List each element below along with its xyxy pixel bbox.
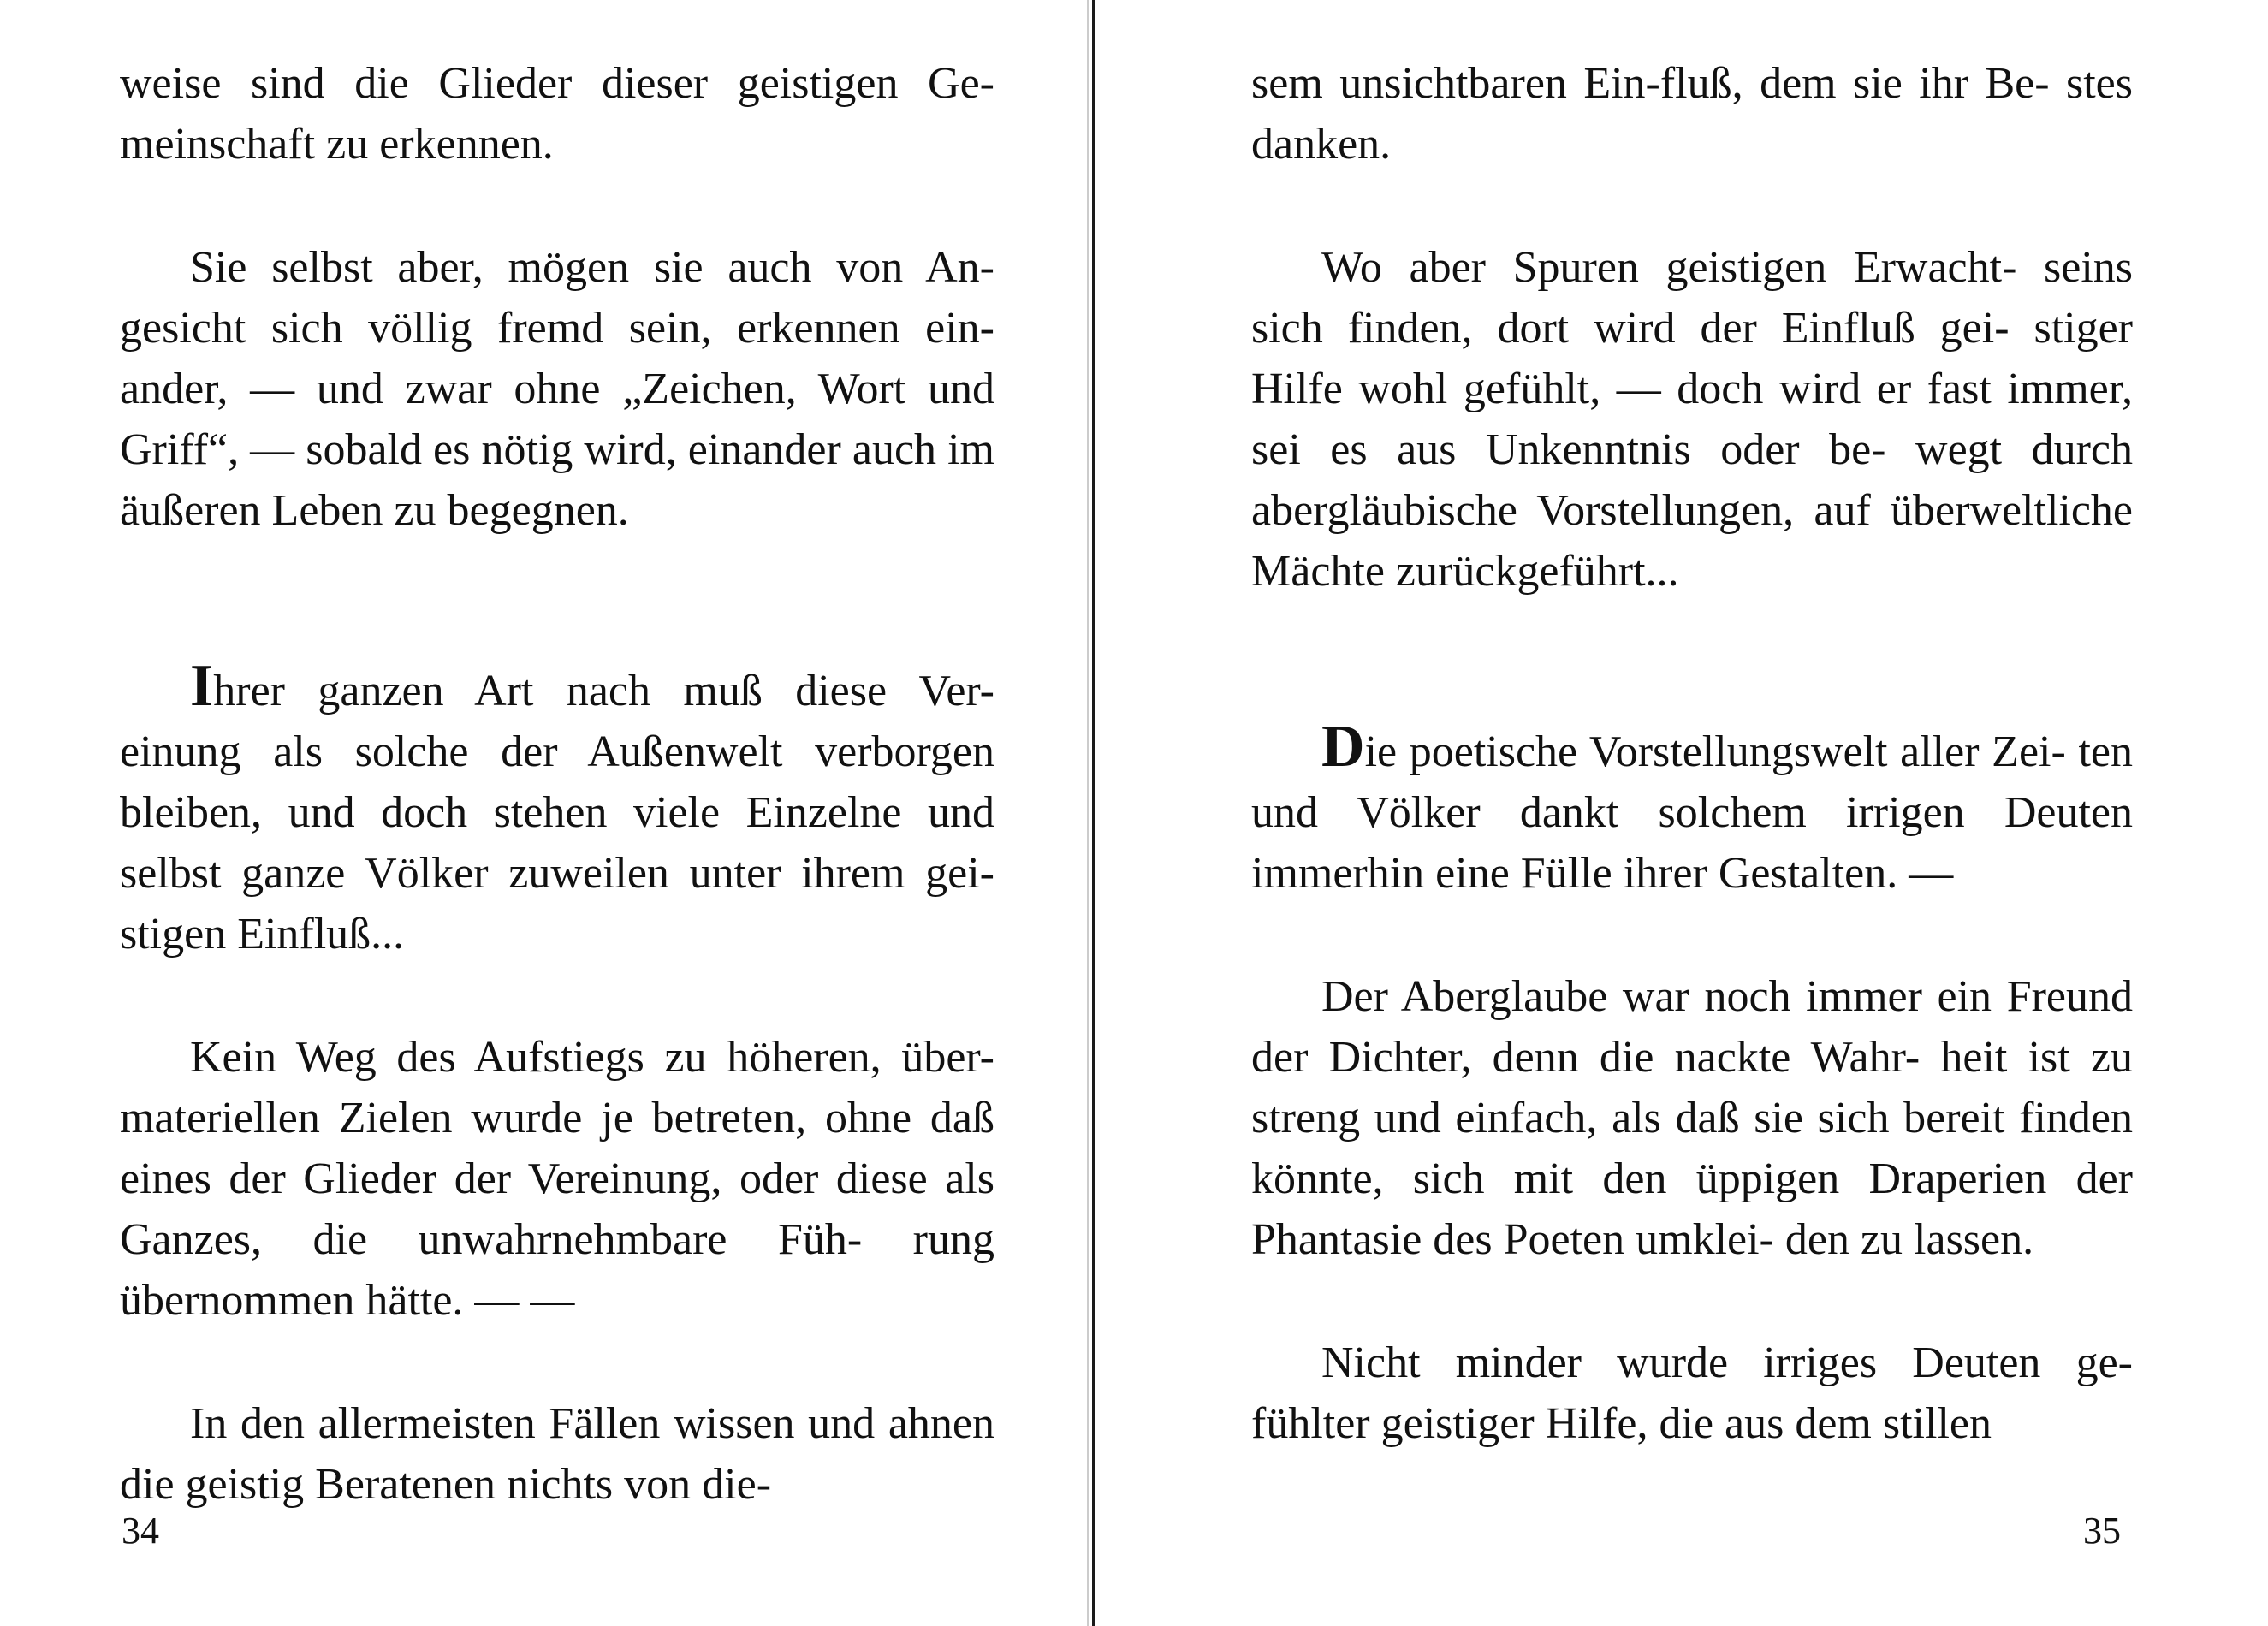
text-line: fast immer, sei es aus Unkenntnis oder be- (1251, 365, 2133, 474)
text-line: seins sich finden, dort wird der Einfluß gei- (1251, 243, 2134, 353)
text-line: Nicht minder wurde irriges Deuten ge- (1321, 1338, 2133, 1387)
text-line: heit ist zu streng und einfach, als daß sie sich (1251, 1033, 2133, 1142)
text-line: selbst ganze Völker zuweilen unter ihrem gei- (120, 849, 994, 898)
text-line: immerhin eine Fülle ihrer Gestalten. — (1251, 849, 1954, 898)
text-line: stigen Einfluß... (120, 910, 405, 958)
right-page (1104, 0, 2268, 1626)
left-text-block (120, 53, 994, 1515)
text-line: ander, — und zwar ohne „Zeichen, Wort (120, 365, 906, 413)
text-line: Wo aber Spuren geistigen Erwacht- (1321, 243, 2017, 292)
text-line: hrer ganzen Art nach muß diese Ver- (213, 667, 994, 715)
text-line: und Griff“, — sobald es nötig wird, einander (120, 365, 994, 474)
text-line: Draperien der Phantasie des Poeten umklei- (1251, 1154, 2133, 1264)
left-page (0, 0, 1095, 1626)
text-line: Freund der Dichter, denn die nackte Wahr- (1251, 972, 2134, 1082)
book-gutter (1085, 0, 1101, 1626)
gutter-line (1092, 0, 1095, 1626)
text-line: Sie selbst aber, mögen sie auch von An- (190, 243, 994, 292)
paragraph-with-initial (120, 653, 994, 964)
paragraph (120, 237, 994, 541)
paragraph (1251, 966, 2133, 1270)
text-line: daß eines der Glieder der Vereinung, oder (120, 1094, 995, 1203)
text-line: stiger Hilfe wohl gefühlt, — doch wird er (1251, 304, 2133, 413)
text-line: Kein Weg des Aufstiegs zu höheren, über- (190, 1033, 994, 1082)
paragraph (1251, 1332, 2133, 1454)
text-line: bereit finden könnte, sich mit den üppigen (1251, 1094, 2134, 1203)
text-line: ahnen die geistig Beratenen nichts von die- (120, 1399, 994, 1509)
text-line: rung übernommen hätte. — — (120, 1215, 994, 1325)
text-line: weise sind die Glieder dieser geistigen Ge- (120, 59, 994, 108)
paragraph (120, 1027, 994, 1331)
page-number: 34 (122, 1510, 159, 1552)
text-line: meinschaft zu erkennen. (120, 120, 554, 169)
text-line: sem unsichtbaren Ein-fluß, dem sie ihr Be- (1251, 59, 2050, 108)
text-line: stes danken. (1251, 59, 2133, 169)
paragraph (1251, 237, 2133, 602)
initial-letter: I (190, 653, 214, 719)
text-line: den zu lassen. (1784, 1215, 2034, 1264)
text-line: Der Aberglaube war noch immer ein (1321, 972, 1992, 1021)
initial-letter: D (1321, 714, 1365, 780)
paragraph (1251, 53, 2133, 175)
text-line: auch im äußeren Leben zu begegnen. (120, 425, 994, 535)
text-line: gesicht sich völlig fremd sein, erkennen ein- (120, 304, 994, 353)
text-line: diese als Ganzes, die unwahrnehmbare Füh- (120, 1154, 995, 1264)
text-line: In den allermeisten Fällen wissen und (190, 1399, 876, 1448)
paragraph (120, 1393, 994, 1515)
text-line: materiellen Zielen wurde je betreten, ohne (120, 1094, 912, 1142)
text-line: ie poetische Vorstellungswelt aller Zei- (1364, 727, 2066, 776)
text-line: überweltliche Mächte zurückgeführt... (1251, 486, 2133, 596)
text-line: wegt durch abergläubische Vorstellungen, auf (1251, 425, 2134, 535)
text-line: bleiben, und doch stehen viele Einzelne und (120, 788, 994, 837)
text-line: fühlter geistiger Hilfe, die aus dem stillen (1251, 1399, 1992, 1448)
right-text-block (1251, 53, 2133, 1454)
text-line: ten und Völker dankt solchem irrigen Deuten (1251, 727, 2134, 837)
page-number: 35 (2083, 1510, 2121, 1552)
paragraph-with-initial (1251, 714, 2134, 904)
gutter-shadow (1087, 0, 1089, 1626)
text-line: einung als solche der Außenwelt verborgen (120, 727, 994, 776)
paragraph (120, 53, 994, 175)
